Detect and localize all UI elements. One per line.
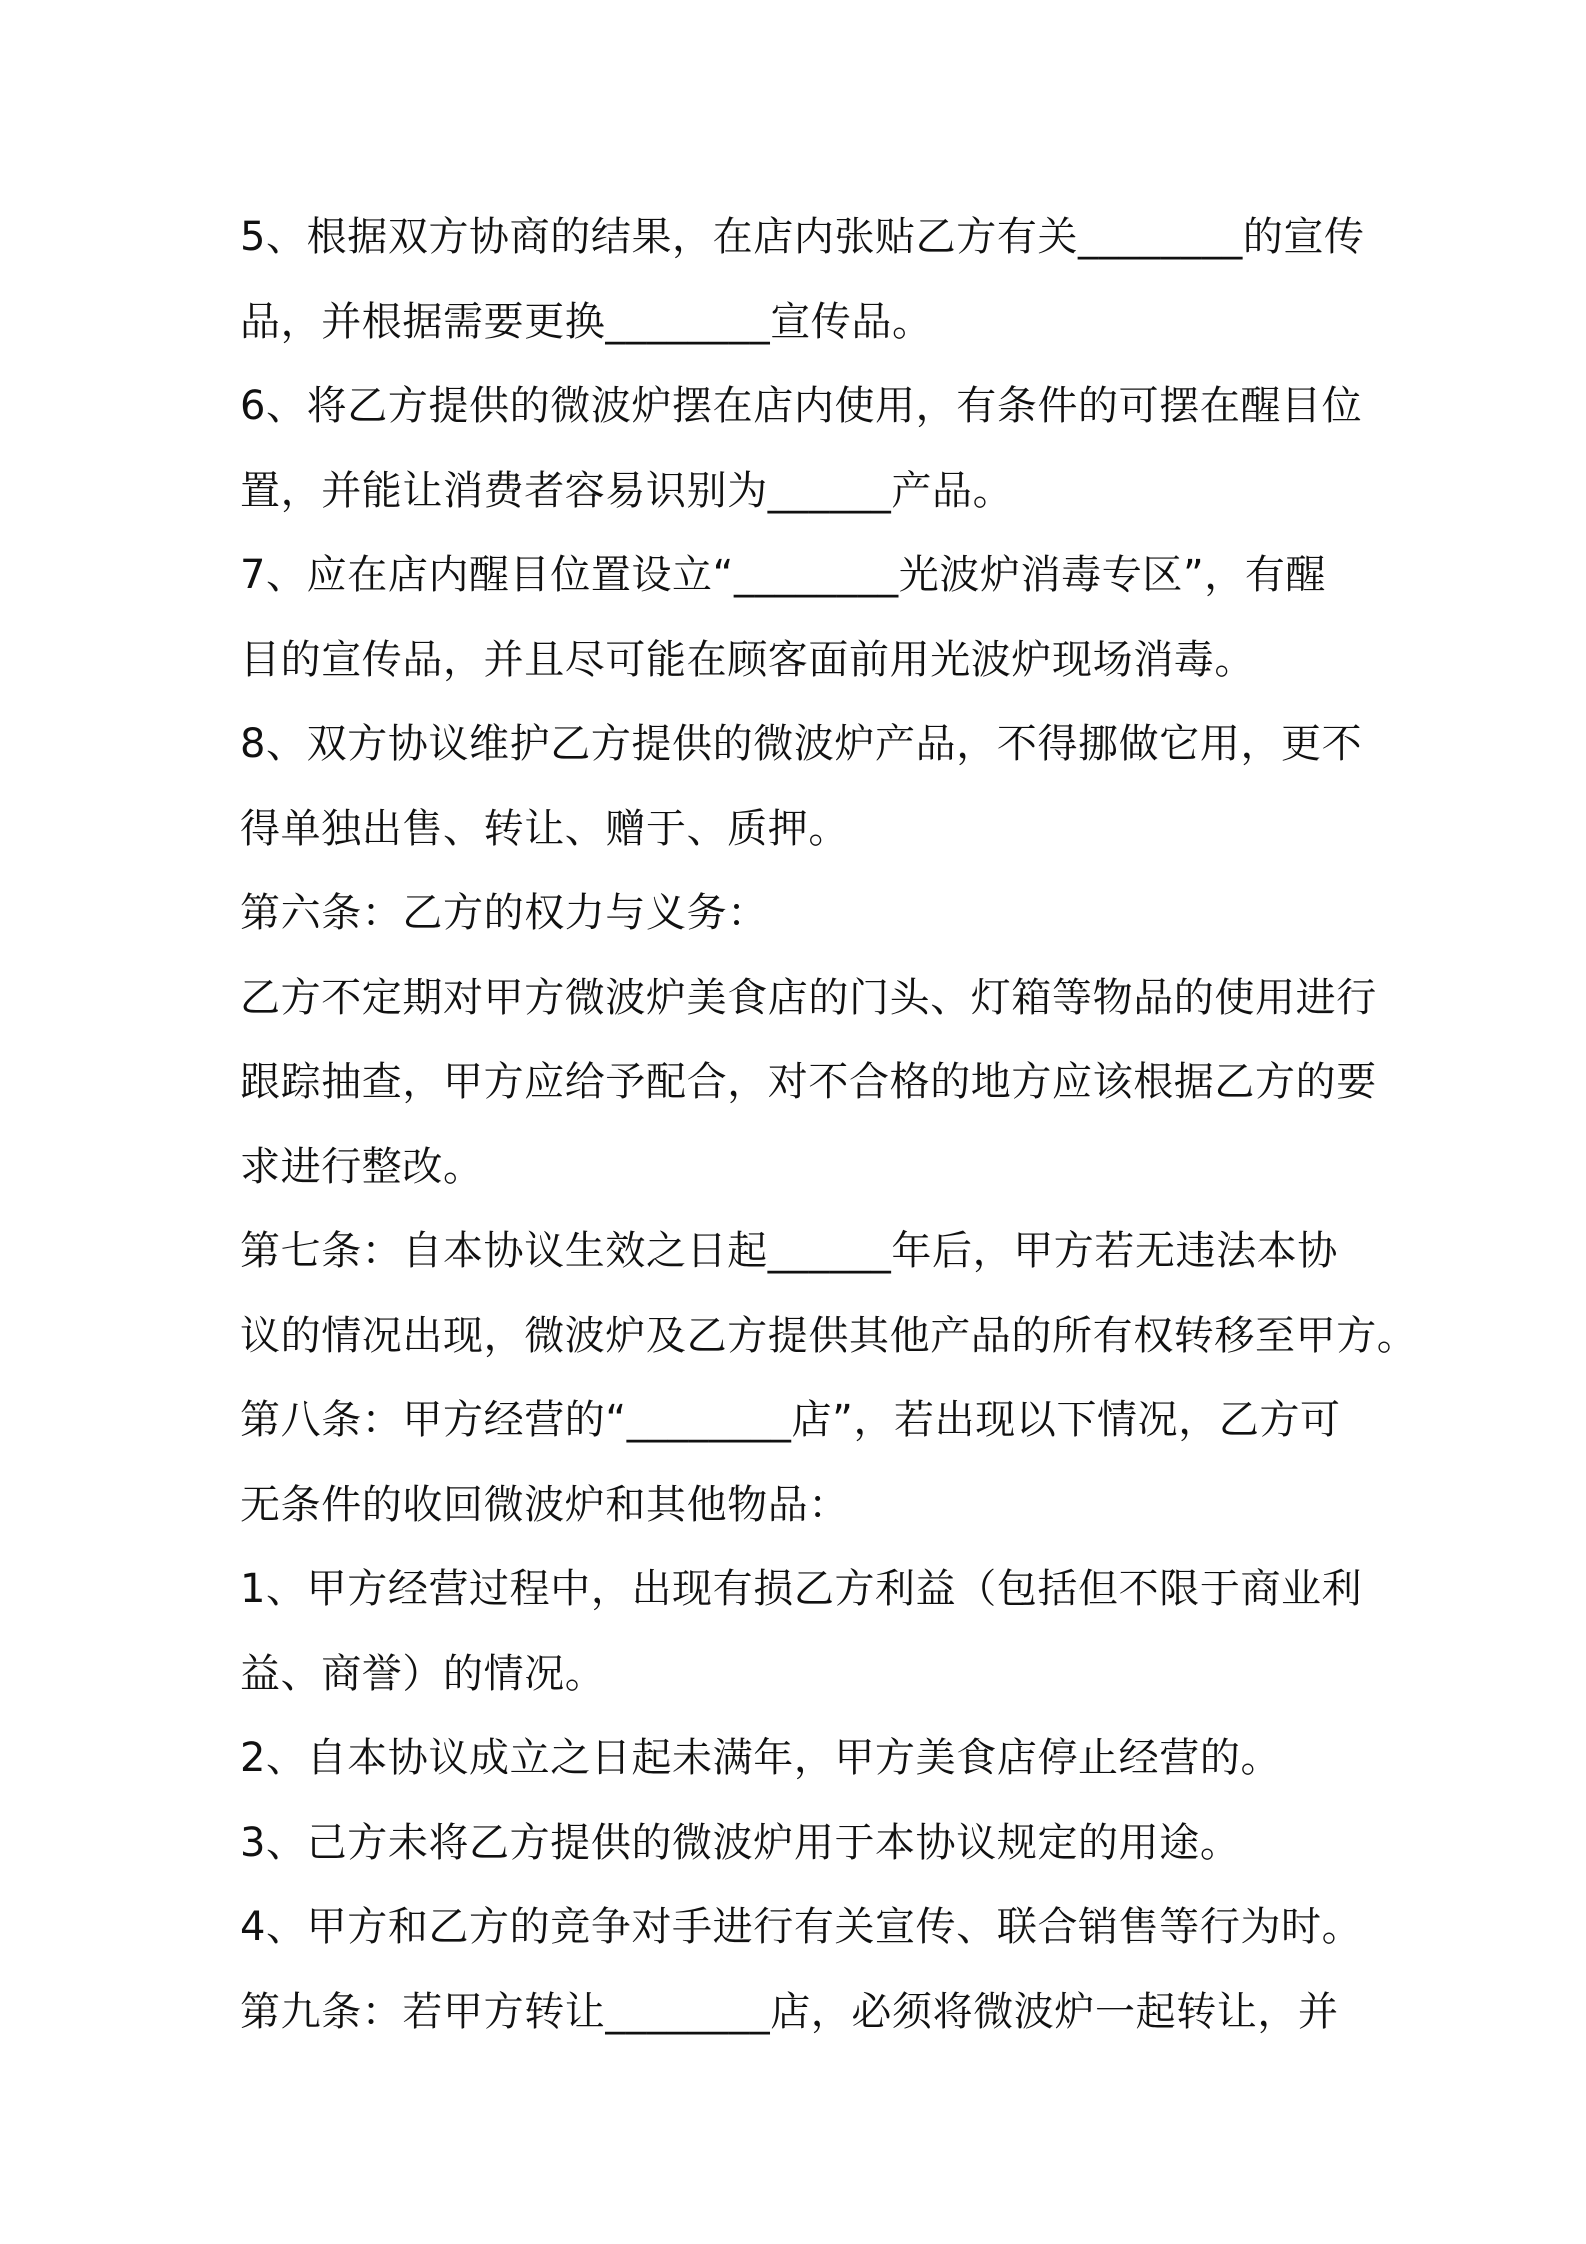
text-line: 目的宣传品，并且尽可能在顾客面前用光波炉现场消毒。 xyxy=(240,636,1255,683)
text-line: 益、商誉）的情况。 xyxy=(240,1650,606,1697)
text-line: 求进行整改。 xyxy=(240,1143,484,1190)
text-line: 品，并根据需要更换________宣传品。 xyxy=(240,298,933,345)
text-line: 第九条：若甲方转让________店，必须将微波炉一起转让，并 xyxy=(240,1988,1339,2035)
document-body xyxy=(240,195,1418,2054)
text-line: 3、己方未将乙方提供的微波炉用于本协议规定的用途。 xyxy=(240,1819,1241,1866)
text-line: 无条件的收回微波炉和其他物品： xyxy=(240,1481,849,1528)
section-heading: 第六条：乙方的权力与义务： xyxy=(240,890,768,936)
text-line: 2、自本协议成立之日起未满年，甲方美食店停止经营的。 xyxy=(240,1735,1282,1781)
text-line: 议的情况出现，微波炉及乙方提供其他产品的所有权转移至甲方。 xyxy=(240,1312,1418,1359)
text-line: 5、根据双方协商的结果，在店内张贴乙方有关________的宣传 xyxy=(240,214,1365,260)
text-line: 6、将乙方提供的微波炉摆在店内使用，有条件的可摆在醒目位 xyxy=(240,383,1363,429)
text-line: 1、甲方经营过程中，出现有损乙方利益（包括但不限于商业利 xyxy=(240,1566,1363,1612)
text-line: 8、双方协议维护乙方提供的微波炉产品，不得挪做它用，更不 xyxy=(240,721,1363,767)
text-line: 4、甲方和乙方的竞争对手进行有关宣传、联合销售等行为时。 xyxy=(240,1904,1363,1950)
text-line: 跟踪抽查，甲方应给予配合，对不合格的地方应该根据乙方的要 xyxy=(240,1059,1377,1105)
text-line: 得单独出售、转让、赠于、质押。 xyxy=(240,805,849,852)
text-line: 乙方不定期对甲方微波炉美食店的门头、灯箱等物品的使用进行 xyxy=(240,974,1377,1021)
text-line: 7、应在店内醒目位置设立“________光波炉消毒专区”，有醒 xyxy=(240,552,1327,598)
text-line: 置，并能让消费者容易识别为______产品。 xyxy=(240,467,1014,514)
text-line: 第七条：自本协议生效之日起______年后，甲方若无违法本协 xyxy=(240,1228,1338,1274)
text-line: 第八条：甲方经营的“________店”，若出现以下情况，乙方可 xyxy=(240,1397,1341,1443)
